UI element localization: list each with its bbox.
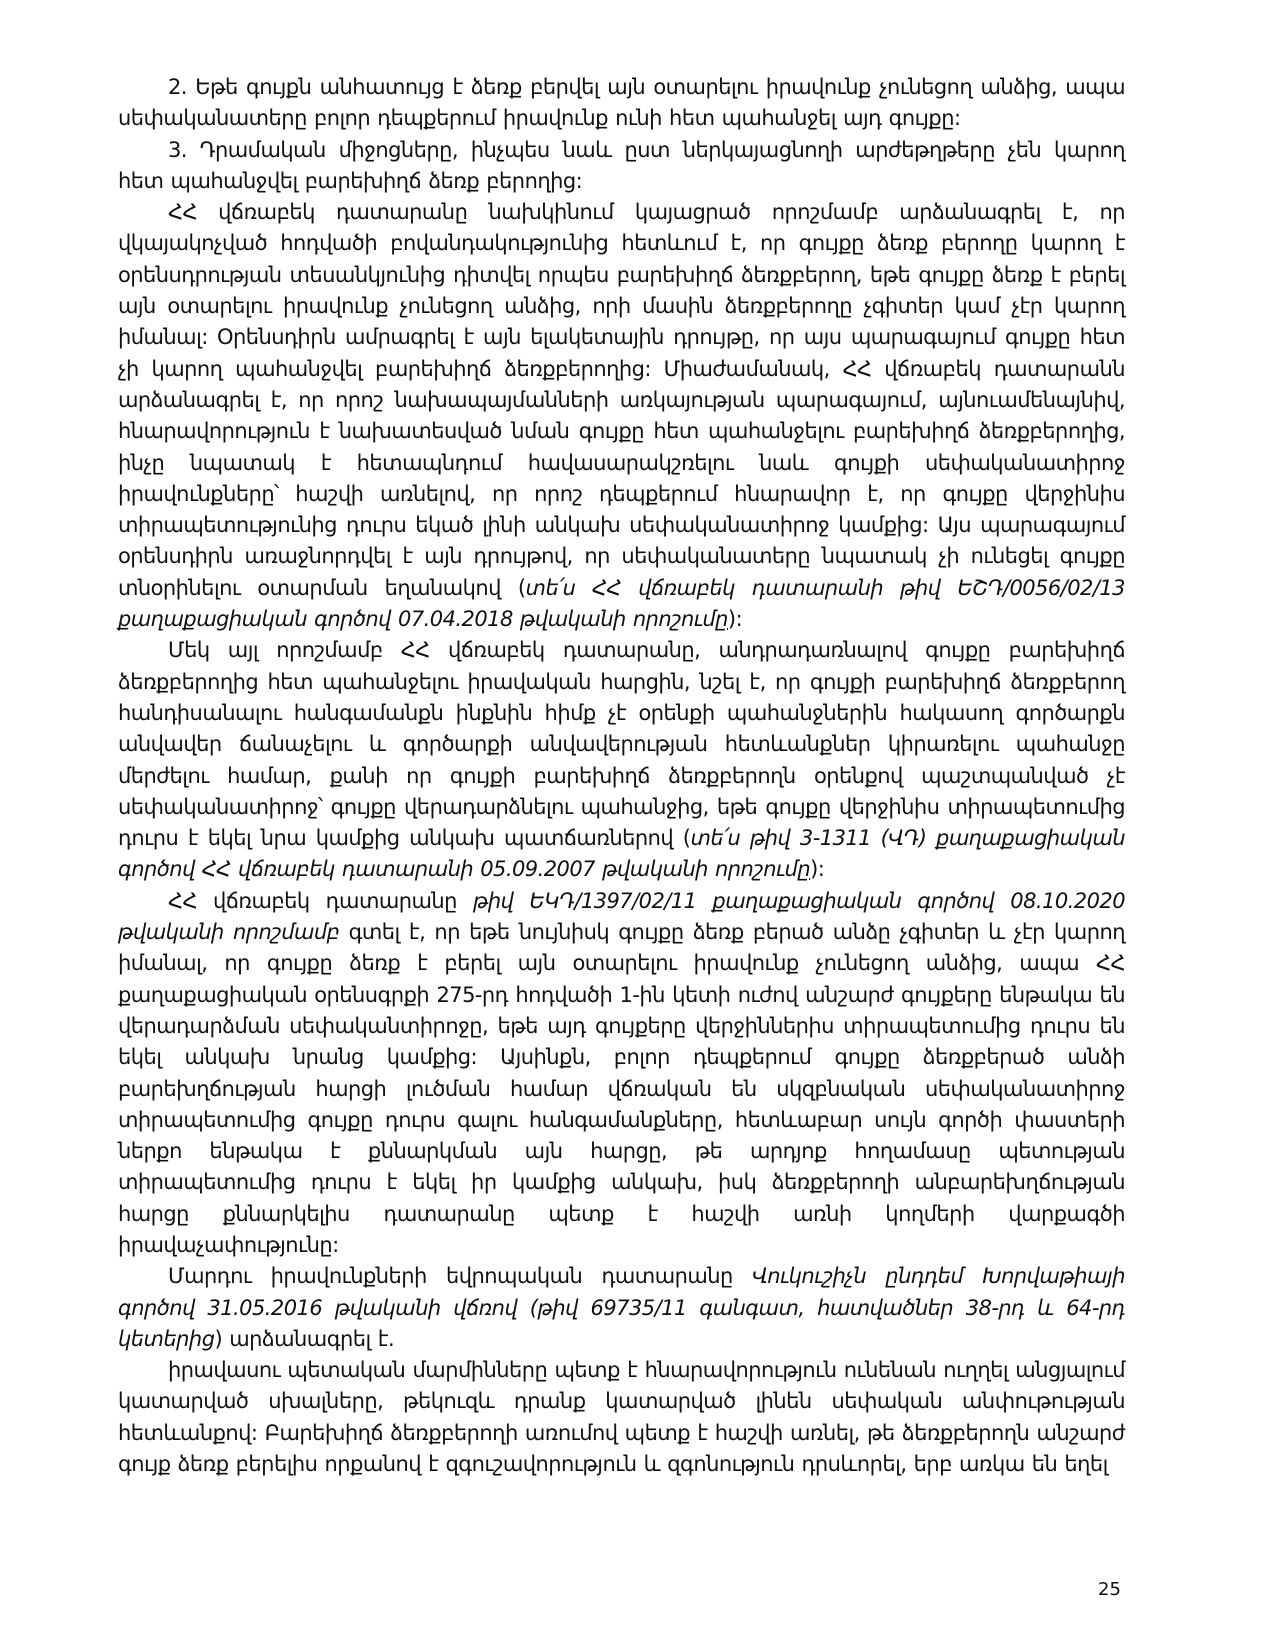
paragraph-3 — [118, 197, 1125, 635]
paragraph-6 — [118, 1261, 1125, 1355]
paragraph-4 — [118, 635, 1125, 885]
document-page — [118, 72, 1125, 1480]
paragraph-text: ): — [810, 857, 825, 882]
paragraph-text: ): — [727, 607, 743, 632]
paragraph-text: 2. Եթե գույքն անհատույց է ձեռք բերվել այն օտարելու իրավունք չունեցող անձից, ապա սեփականատերը բոլոր դեպքերում իրավունք ունի հետ պահանջել այդ գույքը: — [118, 75, 1125, 131]
paragraph-text: 3. Դրամական միջոցները, ինչպես նաև ըստ ներկայացնողի արժեթղթերը չեն կարող հետ պահանջվել բարեխիղճ ձեռք բերողից: — [118, 137, 1125, 193]
paragraph-text: ) արձանագրել է. — [214, 1326, 395, 1351]
paragraph-text: գտել է, որ եթե նույնիսկ գույքը ձեռք բերած անձը չգիտեր և չէր կարող իմանալ, որ գույքը ձեռք է բերել այն օտարելու իրավունք չունեցող անձից, ապա ՀՀ քաղաքացիական օրենսգրքի 275-րդ հոդվածի 1-ին կետի ուժով անշարժ գույքերը ենթակա են վերադարձման սեփականտիրոջը, եթե այդ գույքերը վերջիններիս տիրապետումից դուրս են եկել անկախ նրանց կամքից: Այսինքն, բոլոր դեպքերում գույքը ձեռքբերած անձի բարեխղճության հարցի լուծման համար վճռական են սկզբնական սեփականատիրոջ տիրապետումից գույքը դուրս գալու հանգամանքները, հետևաբար սույն գործի փաստերի ներքո ենթակա է քննարկման այն հարցը, թե արդյոք հողամասը պետության տիրապետումից դուրս է եկել իր կամքից անկախ, իսկ ձեռքբերողի անբարեխղճության հարցը քննարկելիս դատարանը պետք է հաշվի առնի կողմերի վարքագծի իրավաչափությունը: — [118, 920, 1125, 1257]
paragraph-text: Մեկ այլ որոշմամբ ՀՀ վճռաբեկ դատարանը, անդրադառնալով գույքը բարեխիղճ ձեռքբերողից հետ պահանջելու իրավական հարցին, նշել է, որ գույքի բարեխիղճ ձեռքբերող հանդիսանալու հանգամանքն ինքնին հիմք չէ օրենքի պահանջներին հակասող գործարքն անվավեր ճանաչելու և գործարքի անվավերության հետևանքներ կիրառելու պահանջը մերժելու համար, քանի որ գույքի բարեխիղճ ձեռքբերողն օրենքով պաշտպանված չէ սեփականատիրոջ՝ գույքը վերադարձնելու պահանջից, եթե գույքը վերջինիս տիրապետումից դուրս է եկել նրա կամքից անկախ պատճառներով ( — [118, 638, 1125, 851]
citation-text-underlined: ը — [715, 607, 728, 632]
citation-text: թիվ ԵԿԴ/1397/02/11 քաղաքացիական գործով 08.10.2020 թվականի որոշմամբ — [118, 888, 1126, 945]
paragraph-5 — [118, 886, 1125, 1262]
citation-text: Վուկուշիչն ընդդեմ Խորվաթիայի գործով 31.05.2016 թվականի վճռով (թիվ 69735/11 գանգատ, հատվածներ 38-րդ և 64-րդ կետերից — [118, 1264, 1125, 1351]
paragraph-text: իրավասու պետական մարմինները պետք է հնարավորություն ունենան ուղղել անցյալում կատարված սխալները, թեկուզև դրանք կատարված լինեն սեփական անփութության հետևանքով: Բարեխիղճ ձեռքբերողի առումով պետք է հաշվի առնել, թե ձեռքբերողն անշարժ գույք ձեռք բերելիս որքանով է զգուշավորություն և զգոնություն դրսևորել, երբ առկա են եղել — [118, 1358, 1125, 1477]
citation-text: տե՛ս ՀՀ վճռաբեկ դատարանի թիվ ԵՇԴ/0056/02/13 քաղաքացիական գործով 07.04.2018 թվականի որոշում — [118, 575, 1125, 632]
paragraph-text: Մարդու իրավունքների եվրոպական դատարանը — [168, 1264, 753, 1289]
paragraph-2 — [118, 135, 1125, 198]
paragraph-1 — [118, 72, 1125, 135]
citation-text: տե՛ս թիվ 3-1311 (ՎԴ) քաղաքացիական գործով ՀՀ վճռաբեկ դատարանի 05.09.2007 թվականի որոշում — [118, 826, 1126, 882]
paragraph-text: ՀՀ վճռաբեկ դատարանը նախկինում կայացրած որոշմամբ արձանագրել է, որ վկայակոչված հոդվածի բովանդակությունից հետևում է, որ գույքը ձեռք բերողը կարող է օրենսդրության տեսանկյունից դիտվել որպես բարեխիղճ ձեռքբերող, եթե գույքը ձեռք է բերել այն օտարելու իրավունք չունեցող անձից, որի մասին ձեռքբերողը չգիտեր կամ չէր կարող իմանալ: Օրենսդիրն ամրագրել է այն ելակետային դրույթը, որ այս պարագայում գույքը հետ չի կարող պահանջվել բարեխիղճ ձեռքբերողից: Միաժամանակ, ՀՀ վճռաբեկ դատարանն արձանագրել է, որ որոշ նախապայմանների առկայության պարագայում, այնուամենայնիվ, հնարավորություն է նախատեսված նման գույքը հետ պահանջելու բարեխիղճ ձեռքբերողից, ինչը նպատակ է հետապնդում հավասարակշռելու նաև գույքի սեփականատիրոջ իրավունքները՝ հաշվի առնելով, որ որոշ դեպքերում հնարավոր է, որ գույքը վերջինիս տիրապետությունից դուրս եկած լինի անկախ սեփականատիրոջ կամքից: Այս պարագայում օրենսդիրն առաջնորդվել է այն դրույթով, որ սեփականատերը նպատակ չի ունեցել գույքը տնօրինելու օտարման եղանակով ( — [118, 200, 1125, 600]
paragraph-7 — [118, 1355, 1125, 1480]
citation-text-underlined: ը — [797, 857, 811, 882]
page-number: 25 — [1098, 1579, 1121, 1600]
paragraph-text: ՀՀ վճռաբեկ դատարանը — [168, 888, 473, 913]
